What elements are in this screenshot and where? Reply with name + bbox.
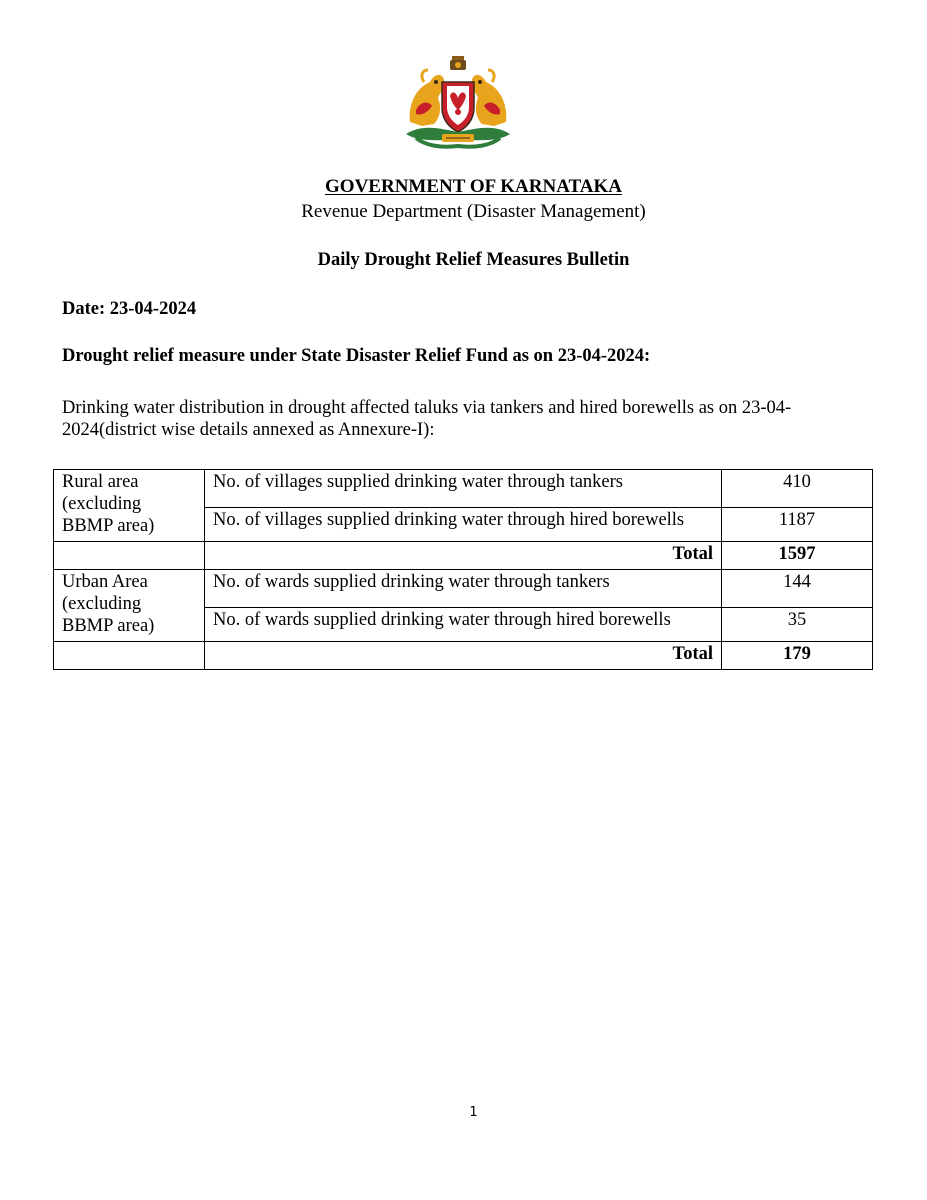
urban-total-value: 179 <box>722 642 873 670</box>
empty-cell <box>54 642 205 670</box>
rural-tankers-value: 410 <box>722 470 873 508</box>
urban-borewells-value: 35 <box>722 608 873 642</box>
table-total-row <box>54 642 873 670</box>
bulletin-title: Daily Drought Relief Measures Bulletin <box>317 250 630 270</box>
urban-tankers-label: No. of wards supplied drinking water through tankers <box>205 570 722 608</box>
urban-area-cell: Urban Area (excluding BBMP area) <box>54 570 205 642</box>
table-row <box>54 470 873 508</box>
drinking-water-table <box>53 469 873 670</box>
page-number: 1 <box>469 1105 478 1120</box>
table-total-row <box>54 542 873 570</box>
page-title: GOVERNMENT OF KARNATAKA <box>325 176 622 197</box>
rural-borewells-value: 1187 <box>722 508 873 542</box>
bulletin-date: Date: 23-04-2024 <box>62 299 197 319</box>
empty-cell <box>54 542 205 570</box>
urban-borewells-label: No. of wards supplied drinking water through hired borewells <box>205 608 722 642</box>
rural-total-value: 1597 <box>722 542 873 570</box>
rural-area-cell: Rural area (excluding BBMP area) <box>54 470 205 542</box>
urban-total-label: Total <box>205 642 722 670</box>
intro-paragraph: Drinking water distribution in drought affected taluks via tankers and hired borewells as on 23-04-2024(district wise details annexed as Annexure-I): <box>62 398 792 440</box>
rural-borewells-label: No. of villages supplied drinking water through hired borewells <box>205 508 722 542</box>
table-row <box>54 570 873 608</box>
department-subtitle: Revenue Department (Disaster Management) <box>301 201 646 222</box>
section-heading: Drought relief measure under State Disaster Relief Fund as on 23-04-2024: <box>62 346 651 366</box>
rural-total-label: Total <box>205 542 722 570</box>
rural-tankers-label: No. of villages supplied drinking water through tankers <box>205 470 722 508</box>
karnataka-emblem-icon <box>402 52 514 152</box>
urban-tankers-value: 144 <box>722 570 873 608</box>
